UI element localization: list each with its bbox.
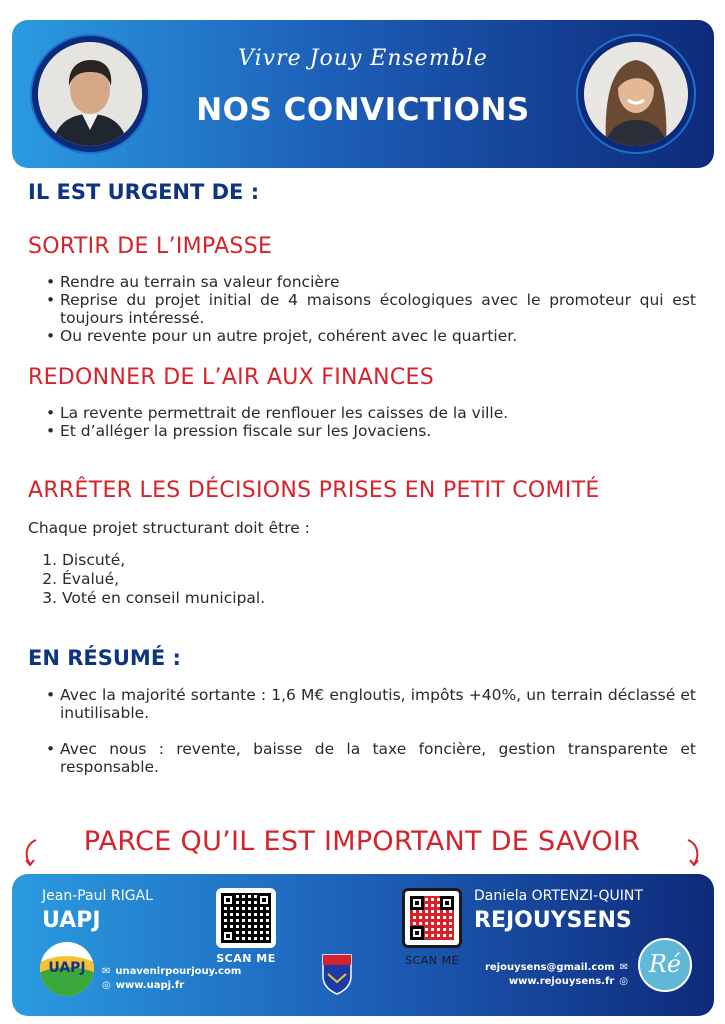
globe-icon: ◎ bbox=[102, 980, 111, 991]
urgent-heading: IL EST URGENT DE : bbox=[28, 180, 260, 204]
list-item: • Reprise du projet initial de 4 maisons écologiques avec le promoteur qui est toujours intéressé. bbox=[46, 291, 696, 327]
page-title: NOS CONVICTIONS bbox=[196, 92, 530, 128]
coat-of-arms-icon bbox=[320, 952, 354, 996]
right-email[interactable]: rejouysens@gmail.com ✉ bbox=[484, 962, 628, 973]
left-email[interactable]: ✉ unavenirpourjouy.com bbox=[102, 966, 242, 977]
header-banner bbox=[12, 20, 714, 168]
list-item: • La revente permettrait de renflouer les caisses de la ville. bbox=[46, 404, 696, 422]
right-candidate-name: Daniela ORTENZI-QUINT bbox=[474, 888, 643, 904]
decisions-intro: Chaque projet structurant doit être : bbox=[28, 519, 310, 537]
mail-icon: ✉ bbox=[102, 966, 111, 977]
section-title-impasse: SORTIR DE L’IMPASSE bbox=[28, 234, 273, 259]
slogan: Vivre Jouy Ensemble bbox=[238, 46, 488, 71]
portrait-daniela-ortenzi-quint bbox=[578, 36, 694, 152]
summary-heading: EN RÉSUMÉ : bbox=[28, 646, 181, 670]
left-party: UAPJ bbox=[42, 908, 101, 933]
footer-banner bbox=[12, 874, 714, 1016]
rejouysens-logo: Ré bbox=[638, 938, 692, 992]
list-item: • Avec nous : revente, baisse de la taxe foncière, gestion transparente et responsable. bbox=[46, 740, 696, 776]
list-item: • Avec la majorité sortante : 1,6 M€ engloutis, impôts +40%, un terrain déclassé et inutilisable. bbox=[46, 686, 696, 722]
section-title-finances: REDONNER DE L’AIR AUX FINANCES bbox=[28, 365, 434, 390]
right-qr-code[interactable] bbox=[402, 888, 462, 948]
decisions-steps bbox=[62, 551, 696, 608]
left-website[interactable]: ◎ www.uapj.fr bbox=[102, 980, 185, 991]
finances-list bbox=[46, 404, 696, 440]
right-website[interactable]: www.rejouysens.fr ◎ bbox=[508, 976, 628, 987]
list-item: • Et d’alléger la pression fiscale sur les Jovaciens. bbox=[46, 422, 696, 440]
bracket-right-icon bbox=[682, 838, 704, 868]
list-item: • Ou revente pour un autre projet, cohérent avec le quartier. bbox=[46, 327, 696, 345]
list-item: • Rendre au terrain sa valeur foncière bbox=[46, 273, 696, 291]
impasse-list bbox=[46, 273, 696, 345]
left-scan-label: SCAN ME bbox=[216, 952, 276, 965]
tagline: PARCE QU’IL EST IMPORTANT DE SAVOIR bbox=[83, 826, 641, 857]
list-item: 1. Discuté, bbox=[62, 551, 696, 570]
globe-icon: ◎ bbox=[619, 976, 628, 987]
list-item: 3. Voté en conseil municipal. bbox=[62, 589, 696, 608]
right-party: REJOUYSENS bbox=[474, 908, 632, 933]
main-content bbox=[28, 180, 696, 776]
summary-list bbox=[46, 686, 696, 776]
uapj-logo: UAPJ bbox=[40, 942, 94, 996]
section-title-decisions: ARRÊTER LES DÉCISIONS PRISES EN PETIT COMITÉ bbox=[28, 478, 600, 503]
list-item: 2. Évalué, bbox=[62, 570, 696, 589]
mail-icon: ✉ bbox=[619, 962, 628, 973]
right-scan-label: SCAN ME bbox=[405, 954, 459, 967]
left-candidate-name: Jean-Paul RIGAL bbox=[42, 888, 153, 904]
left-qr-code[interactable] bbox=[216, 888, 276, 948]
